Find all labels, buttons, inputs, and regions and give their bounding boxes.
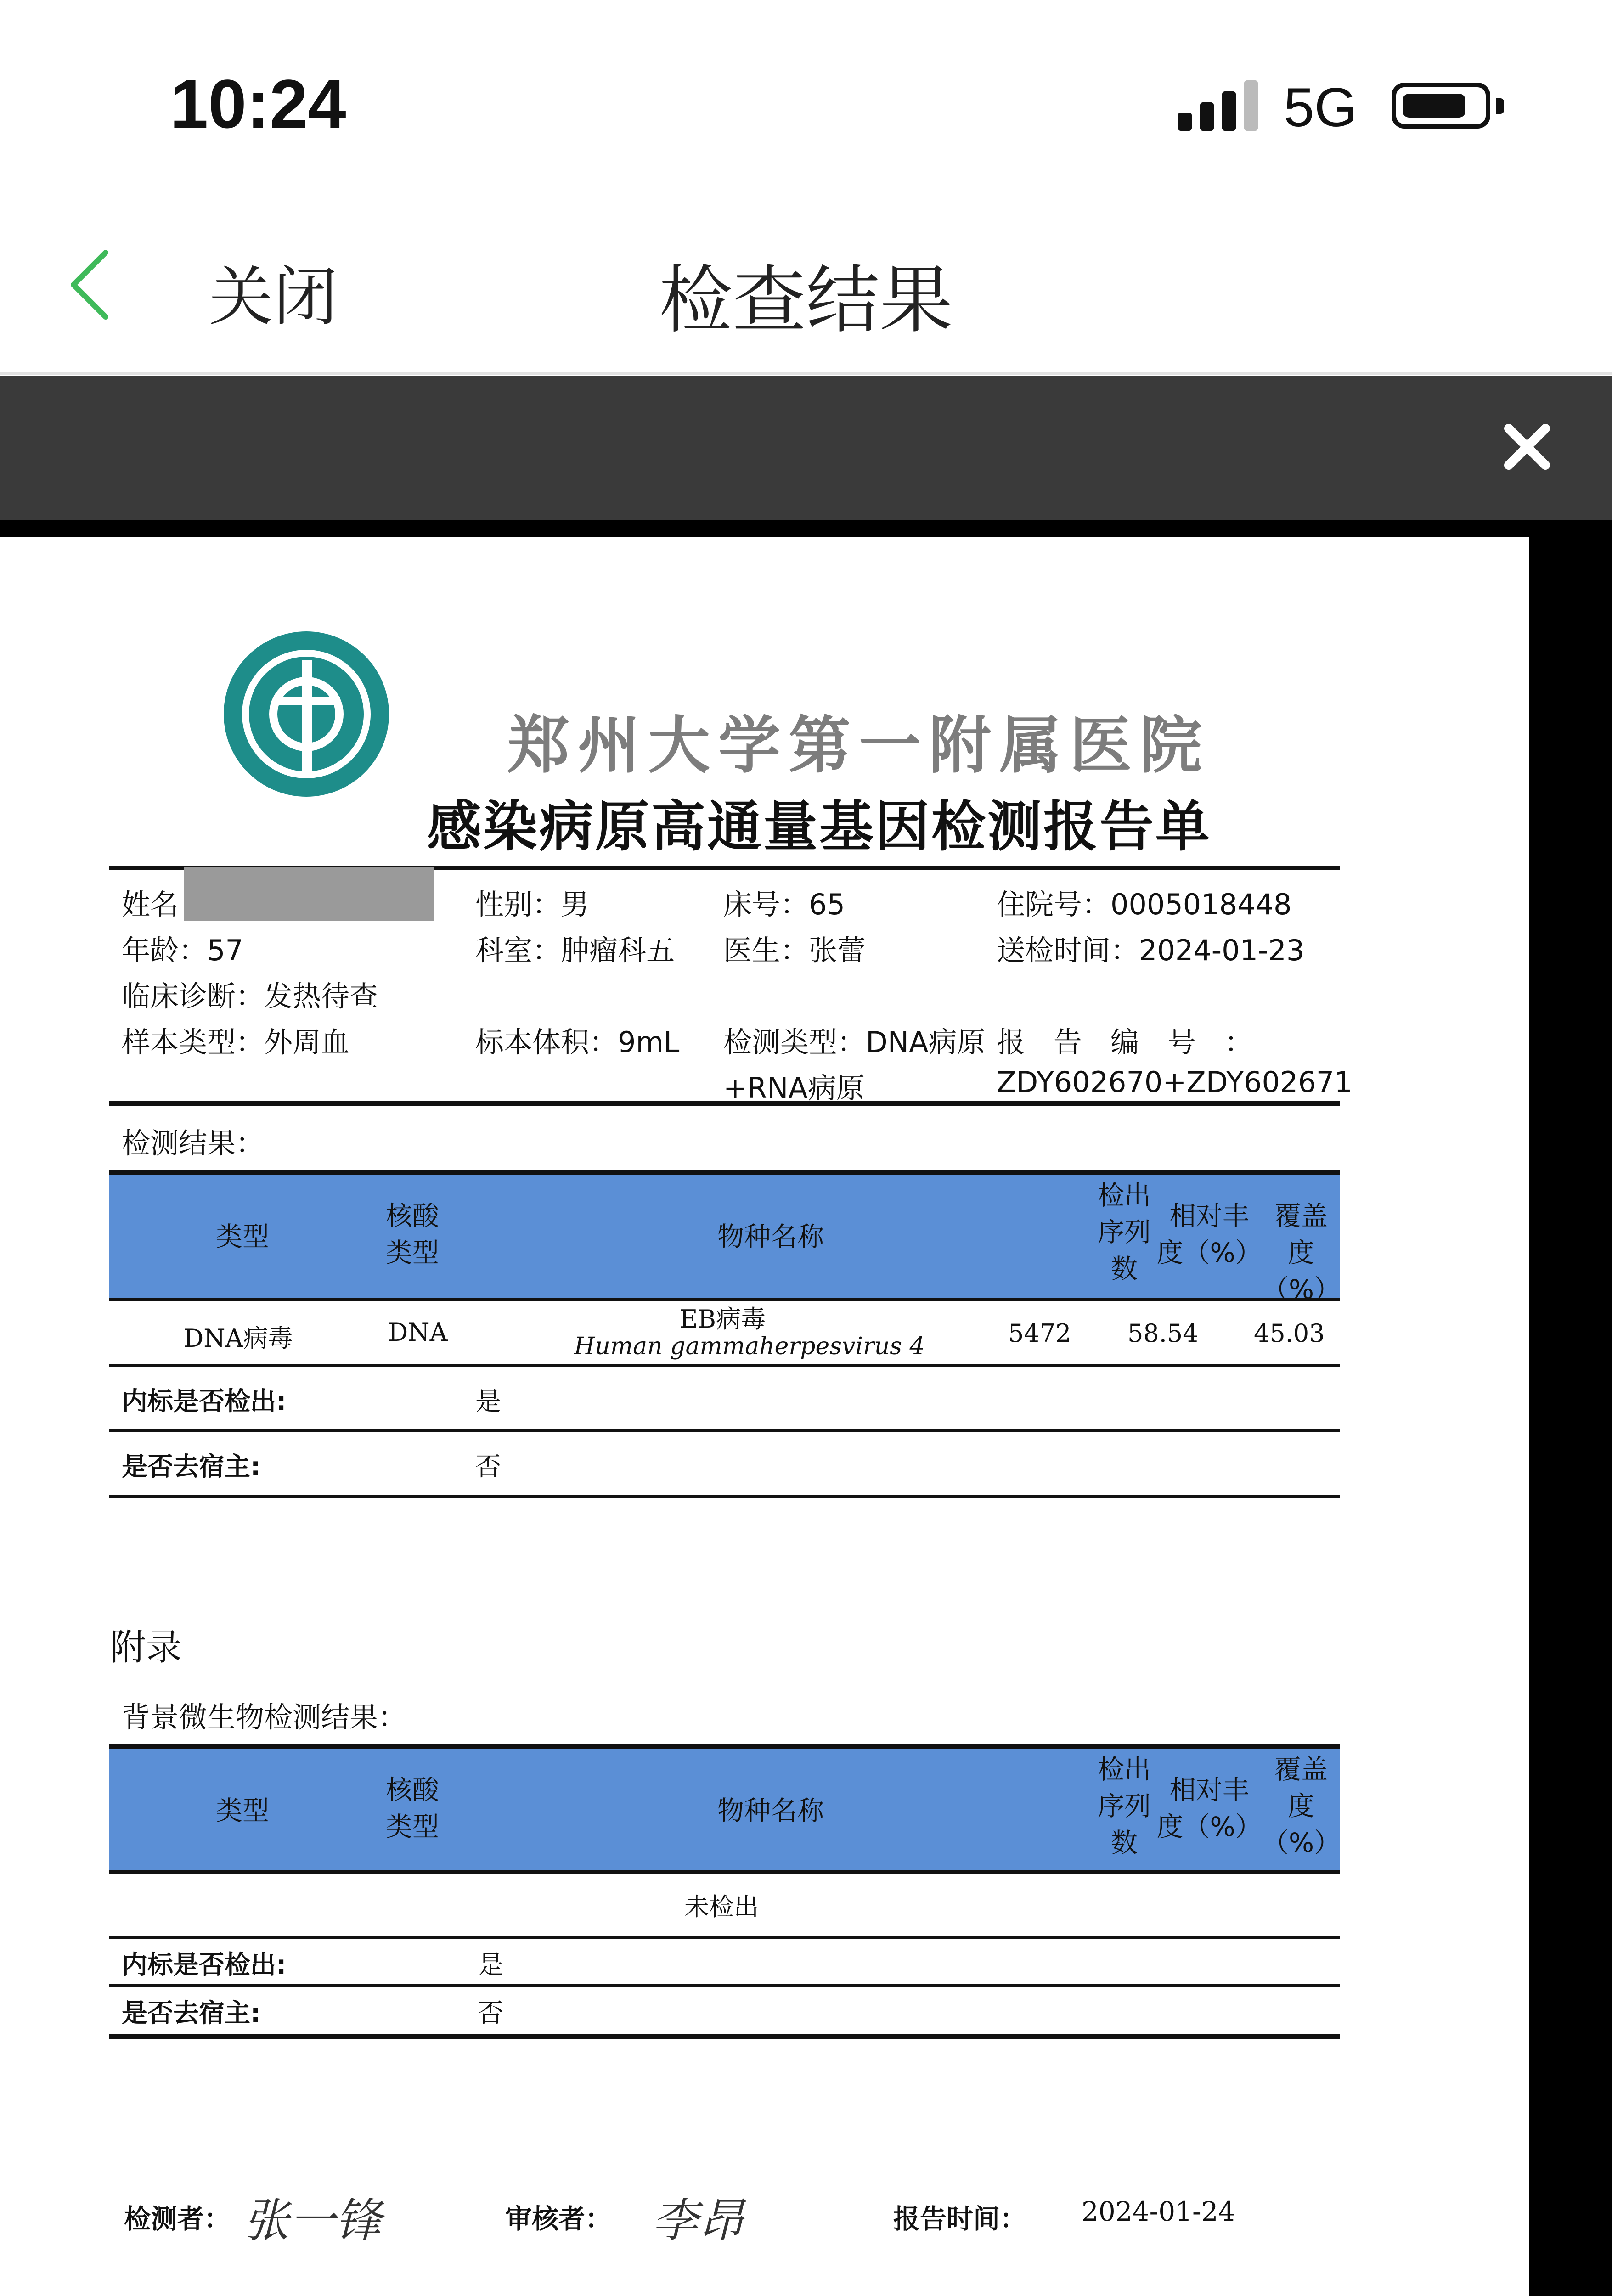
col-species: 物种名称 xyxy=(717,1221,824,1252)
appendix-empty: 未检出 xyxy=(684,1892,759,1921)
results-section-label: 检测结果： xyxy=(122,1126,265,1160)
row-nucleic: DNA xyxy=(388,1318,448,1347)
appendix-title: 附录 xyxy=(110,1627,182,1668)
col-abundance: 相对丰度（%） xyxy=(1156,1200,1262,1268)
row-type: DNA病毒 xyxy=(184,1324,293,1353)
close-button[interactable]: 关闭 xyxy=(209,260,338,335)
appendix-internal-std-label: 内标是否检出: xyxy=(122,1950,287,1980)
row-abundance: 58.54 xyxy=(1127,1319,1199,1348)
bed-number: 床号：65 xyxy=(723,888,845,921)
diagnosis: 临床诊断：发热待查 xyxy=(122,979,378,1013)
redacted-name xyxy=(184,867,434,921)
col-abundance: 相对丰度（%） xyxy=(1156,1774,1262,1842)
gender: 性别：男 xyxy=(475,888,590,921)
send-time: 送检时间：2024-01-23 xyxy=(997,934,1305,967)
status-time: 10:24 xyxy=(170,65,346,142)
appendix-internal-std-value: 是 xyxy=(478,1950,503,1980)
report-number-label: 报 告 编 号 ： xyxy=(997,1025,1253,1059)
host-removed-value: 否 xyxy=(475,1452,501,1482)
battery-icon xyxy=(1392,83,1490,129)
col-nucleic: 核酸类型 xyxy=(385,1774,439,1842)
appendix-host-removed-label: 是否去宿主: xyxy=(122,1998,261,2028)
appendix-section-label: 背景微生物检测结果： xyxy=(122,1700,407,1734)
admission-number: 住院号：0005018448 xyxy=(997,888,1292,921)
col-nucleic: 核酸类型 xyxy=(385,1200,439,1268)
report-document xyxy=(0,537,1529,2296)
row-species-latin: Human gammaherpesvirus 4 xyxy=(574,1333,925,1360)
divider xyxy=(109,1936,1340,1939)
sample-type: 样本类型：外周血 xyxy=(122,1025,350,1059)
report-number: ZDY602670+ZDY602671 xyxy=(997,1065,1353,1099)
hospital-logo xyxy=(220,628,393,800)
appendix-host-removed-value: 否 xyxy=(478,1998,503,2028)
department: 科室：肿瘤科五 xyxy=(475,934,675,967)
signal-icon xyxy=(1178,80,1261,131)
col-reads: 检出序列数 xyxy=(1097,1754,1151,1858)
col-coverage: 覆盖度（%） xyxy=(1262,1754,1341,1858)
test-type: 检测类型：DNA病原 xyxy=(723,1025,986,1059)
report-time-label: 报告时间： xyxy=(893,2203,1027,2234)
sample-volume: 标本体积：9mL xyxy=(475,1025,680,1059)
reviewer-signature: 李昂 xyxy=(652,2194,744,2247)
divider xyxy=(109,1364,1340,1367)
appendix-table-header xyxy=(109,1744,1340,1874)
divider xyxy=(109,1984,1340,1987)
row-coverage: 45.03 xyxy=(1254,1319,1325,1348)
reviewer-label: 审核者： xyxy=(505,2203,612,2234)
col-type: 类型 xyxy=(215,1795,269,1826)
col-coverage: 覆盖度（%） xyxy=(1262,1200,1341,1305)
col-species: 物种名称 xyxy=(717,1795,824,1826)
status-bar xyxy=(0,0,1612,184)
nav-bar xyxy=(0,184,1612,375)
hospital-name: 郑州大学第一附属医院 xyxy=(507,709,1210,782)
divider xyxy=(109,1495,1340,1498)
results-table-header xyxy=(109,1170,1341,1305)
host-removed-label: 是否去宿主: xyxy=(122,1452,261,1482)
divider xyxy=(109,1101,1340,1106)
age: 年龄：57 xyxy=(122,934,243,967)
col-type: 类型 xyxy=(215,1221,269,1252)
close-viewer-icon[interactable] xyxy=(1495,415,1559,479)
col-reads: 检出序列数 xyxy=(1097,1180,1151,1284)
name-label: 姓名 xyxy=(122,888,179,921)
doctor: 医生：张蕾 xyxy=(723,934,866,967)
viewer-toolbar xyxy=(0,376,1612,520)
row-reads: 5472 xyxy=(1008,1319,1071,1348)
divider xyxy=(109,2034,1340,2039)
row-species-cn: EB病毒 xyxy=(680,1305,766,1334)
test-type-cont: +RNA病原 xyxy=(723,1071,865,1105)
internal-std-value: 是 xyxy=(475,1387,501,1417)
internal-std-label: 内标是否检出: xyxy=(122,1387,287,1417)
network-type: 5G xyxy=(1284,77,1358,138)
divider xyxy=(109,1429,1340,1432)
page-title: 检查结果 xyxy=(659,257,953,343)
tester-label: 检测者： xyxy=(124,2203,231,2234)
report-title: 感染病原高通量基因检测报告单 xyxy=(427,795,1212,858)
tester-signature: 张一锋 xyxy=(243,2194,381,2247)
report-time: 2024-01-24 xyxy=(1082,2196,1235,2227)
